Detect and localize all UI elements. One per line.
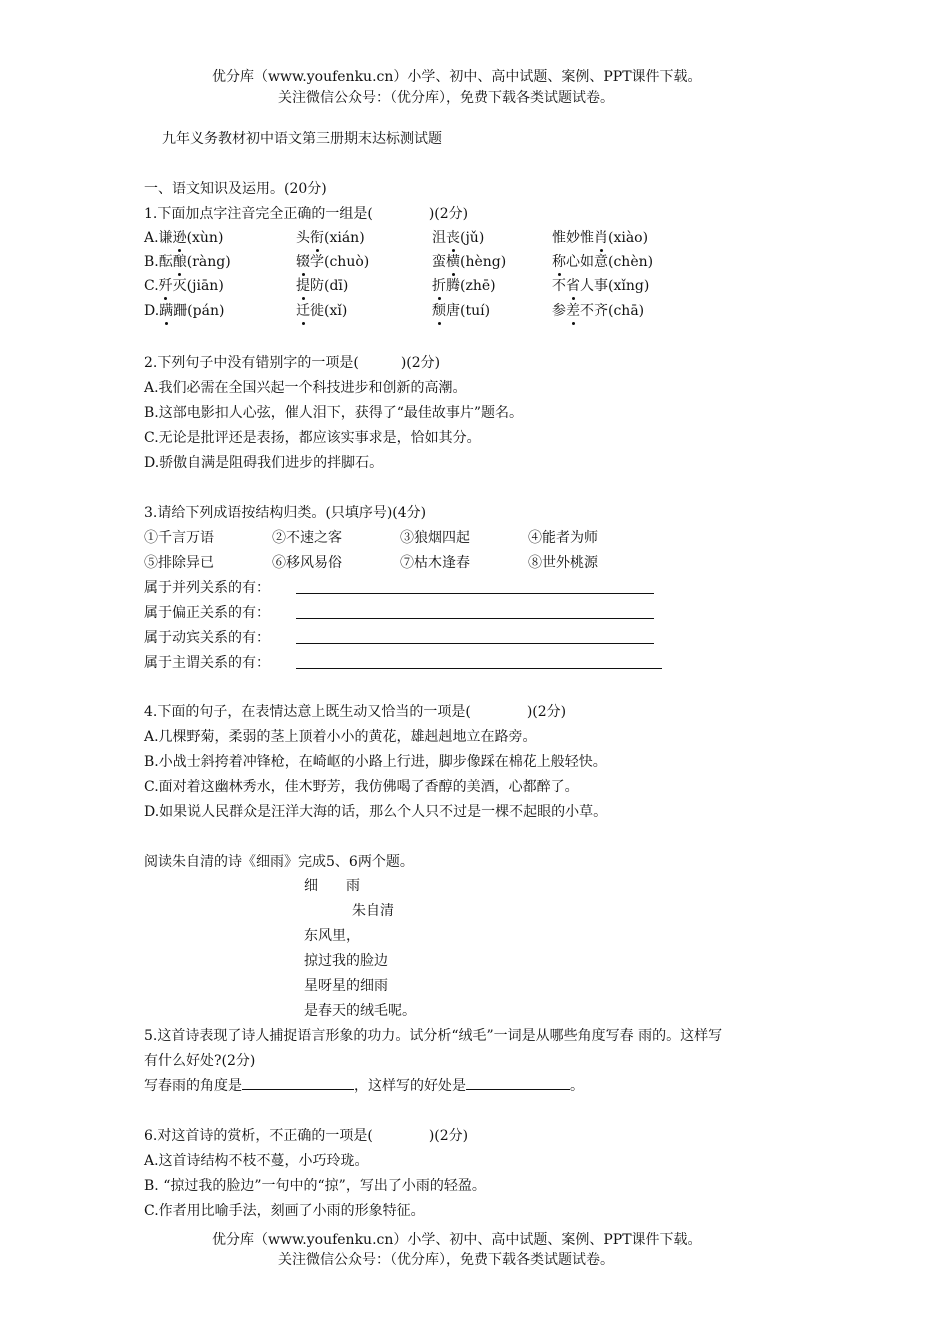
footer-line-2: 关注微信公众号：（优分库），免费下载各类试题试卷。 — [278, 1252, 614, 1268]
poem-line: 东风里， — [304, 928, 360, 944]
q6-stem: 6.对这首诗的赏析，不正确的一项是( )(2分) — [144, 1128, 469, 1144]
q4-option-d: D.如果说人民群众是汪洋大海的话，那么个人只不过是一棵不起眼的小草。 — [144, 804, 608, 820]
q1-option: 蛮横(hèng) — [432, 251, 506, 271]
poem-line: 星呀星的细雨 — [304, 978, 388, 994]
answer-line[interactable] — [296, 668, 662, 669]
idiom-item: ⑤排除异已 — [144, 555, 214, 571]
answer-line[interactable] — [296, 618, 654, 619]
answer-line[interactable] — [466, 1075, 570, 1090]
reading-intro: 阅读朱自清的诗《细雨》完成5、6两个题。 — [144, 854, 414, 870]
q4-option-c: C.面对着这幽林秀水，佳木野芳，我仿佛喝了香醇的美酒，心都醉了。 — [144, 779, 579, 795]
poem-line: 掠过我的脸边 — [304, 953, 388, 969]
q2-option-d: D.骄傲自满是阻碍我们进步的拌脚石。 — [144, 455, 384, 471]
q3-blank-label: 属于并列关系的有： — [144, 580, 270, 596]
answer-line[interactable] — [296, 643, 654, 644]
q5-answer-label-2: ，这样写的好处是 — [354, 1078, 466, 1094]
q1-option: 提防(dī) — [296, 275, 348, 295]
q4-stem: 4.下面的句子，在表情达意上既生动又恰当的一项是( )(2分) — [144, 704, 567, 720]
q1-option: 参差不齐(chā) — [552, 300, 644, 320]
q2-option-b: B.这部电影扣人心弦，催人泪下，获得了“最佳故事片”题名。 — [144, 405, 524, 421]
document-title: 九年义务教材初中语文第三册期末达标测试题 — [162, 131, 442, 147]
q1-option: 头衔(xián) — [296, 227, 365, 247]
q1-option: C.歼灭(jiān) — [144, 275, 224, 295]
q1-option: 颓唐(tuí) — [432, 300, 490, 320]
header-line-1: 优分库（www.youfenku.cn）小学、初中、高中试题、案例、PPT课件下载。 — [212, 69, 702, 85]
q1-stem: 1.下面加点字注音完全正确的一组是( )(2分) — [144, 206, 469, 222]
q1-option: D.蹒跚(pán) — [144, 300, 224, 320]
q5-stem-line-1: 5.这首诗表现了诗人捕捉语言形象的功力。试分析“绒毛”一词是从哪些角度写春 雨的。这样写 — [144, 1028, 723, 1044]
q2-stem: 2.下列句子中没有错别字的一项是( )(2分) — [144, 355, 441, 371]
q6-option-b: B. “掠过我的脸边”一句中的“掠”，写出了小雨的轻盈。 — [144, 1178, 486, 1194]
q2-option-c: C.无论是批评还是表扬，都应该实事求是，恰如其分。 — [144, 430, 481, 446]
q4-option-a: A.几棵野菊，柔弱的茎上顶着小小的黄花，雄赳赳地立在路旁。 — [144, 729, 537, 745]
q3-stem: 3.请给下列成语按结构归类。(只填序号)(4分) — [144, 505, 427, 521]
header-line-2: 关注微信公众号：（优分库），免费下载各类试题试卷。 — [278, 90, 614, 106]
q1-option: 辍学(chuò) — [296, 251, 369, 271]
poem-author: 朱自清 — [352, 903, 394, 919]
idiom-item: ③狼烟四起 — [400, 530, 470, 546]
idiom-item: ①千言万语 — [144, 530, 214, 546]
q3-blank-label: 属于主谓关系的有： — [144, 655, 270, 671]
q1-option: 称心如意(chèn) — [552, 251, 653, 271]
q1-option: A.谦逊(xùn) — [144, 227, 223, 247]
idiom-item: ⑧世外桃源 — [528, 555, 598, 571]
q6-option-c: C.作者用比喻手法，刻画了小雨的形象特征。 — [144, 1203, 425, 1219]
footer-line-1: 优分库（www.youfenku.cn）小学、初中、高中试题、案例、PPT课件下载。 — [212, 1232, 702, 1248]
q3-blank-label: 属于偏正关系的有： — [144, 605, 270, 621]
q1-option: 沮丧(jǔ) — [432, 227, 484, 247]
q1-option: 迁徙(xǐ) — [296, 300, 347, 320]
idiom-item: ②不速之客 — [272, 530, 342, 546]
q1-option: 折腾(zhē) — [432, 275, 496, 295]
q1-option: 惟妙惟肖(xiào) — [552, 227, 648, 247]
poem-line: 是春天的绒毛呢。 — [304, 1003, 416, 1019]
q5-answer-label-1: 写春雨的角度是 — [144, 1078, 242, 1094]
answer-line[interactable] — [242, 1075, 354, 1090]
idiom-item: ⑦枯木逢春 — [400, 555, 470, 571]
q3-blank-label: 属于动宾关系的有： — [144, 630, 270, 646]
idiom-item: ⑥移风易俗 — [272, 555, 342, 571]
section-heading: 一、语文知识及运用。(20分) — [144, 181, 327, 197]
answer-line[interactable] — [296, 593, 654, 594]
q4-option-b: B.小战士斜挎着冲锋枪，在崎岖的小路上行进，脚步像踩在棉花上般轻快。 — [144, 754, 607, 770]
q5-answer-label-3: 。 — [570, 1078, 584, 1094]
q2-option-a: A.我们必需在全国兴起一个科技进步和创新的高潮。 — [144, 380, 467, 396]
q5-stem-line-2: 有什么好处?(2分) — [144, 1053, 256, 1069]
q1-option: B.酝酿(ràng) — [144, 251, 231, 271]
q5-answer-row — [144, 1075, 584, 1095]
q1-option: 不省人事(xǐng) — [552, 275, 649, 295]
poem-title: 细 雨 — [304, 878, 360, 894]
q6-option-a: A.这首诗结构不枝不蔓，小巧玲珑。 — [144, 1153, 369, 1169]
idiom-item: ④能者为师 — [528, 530, 598, 546]
